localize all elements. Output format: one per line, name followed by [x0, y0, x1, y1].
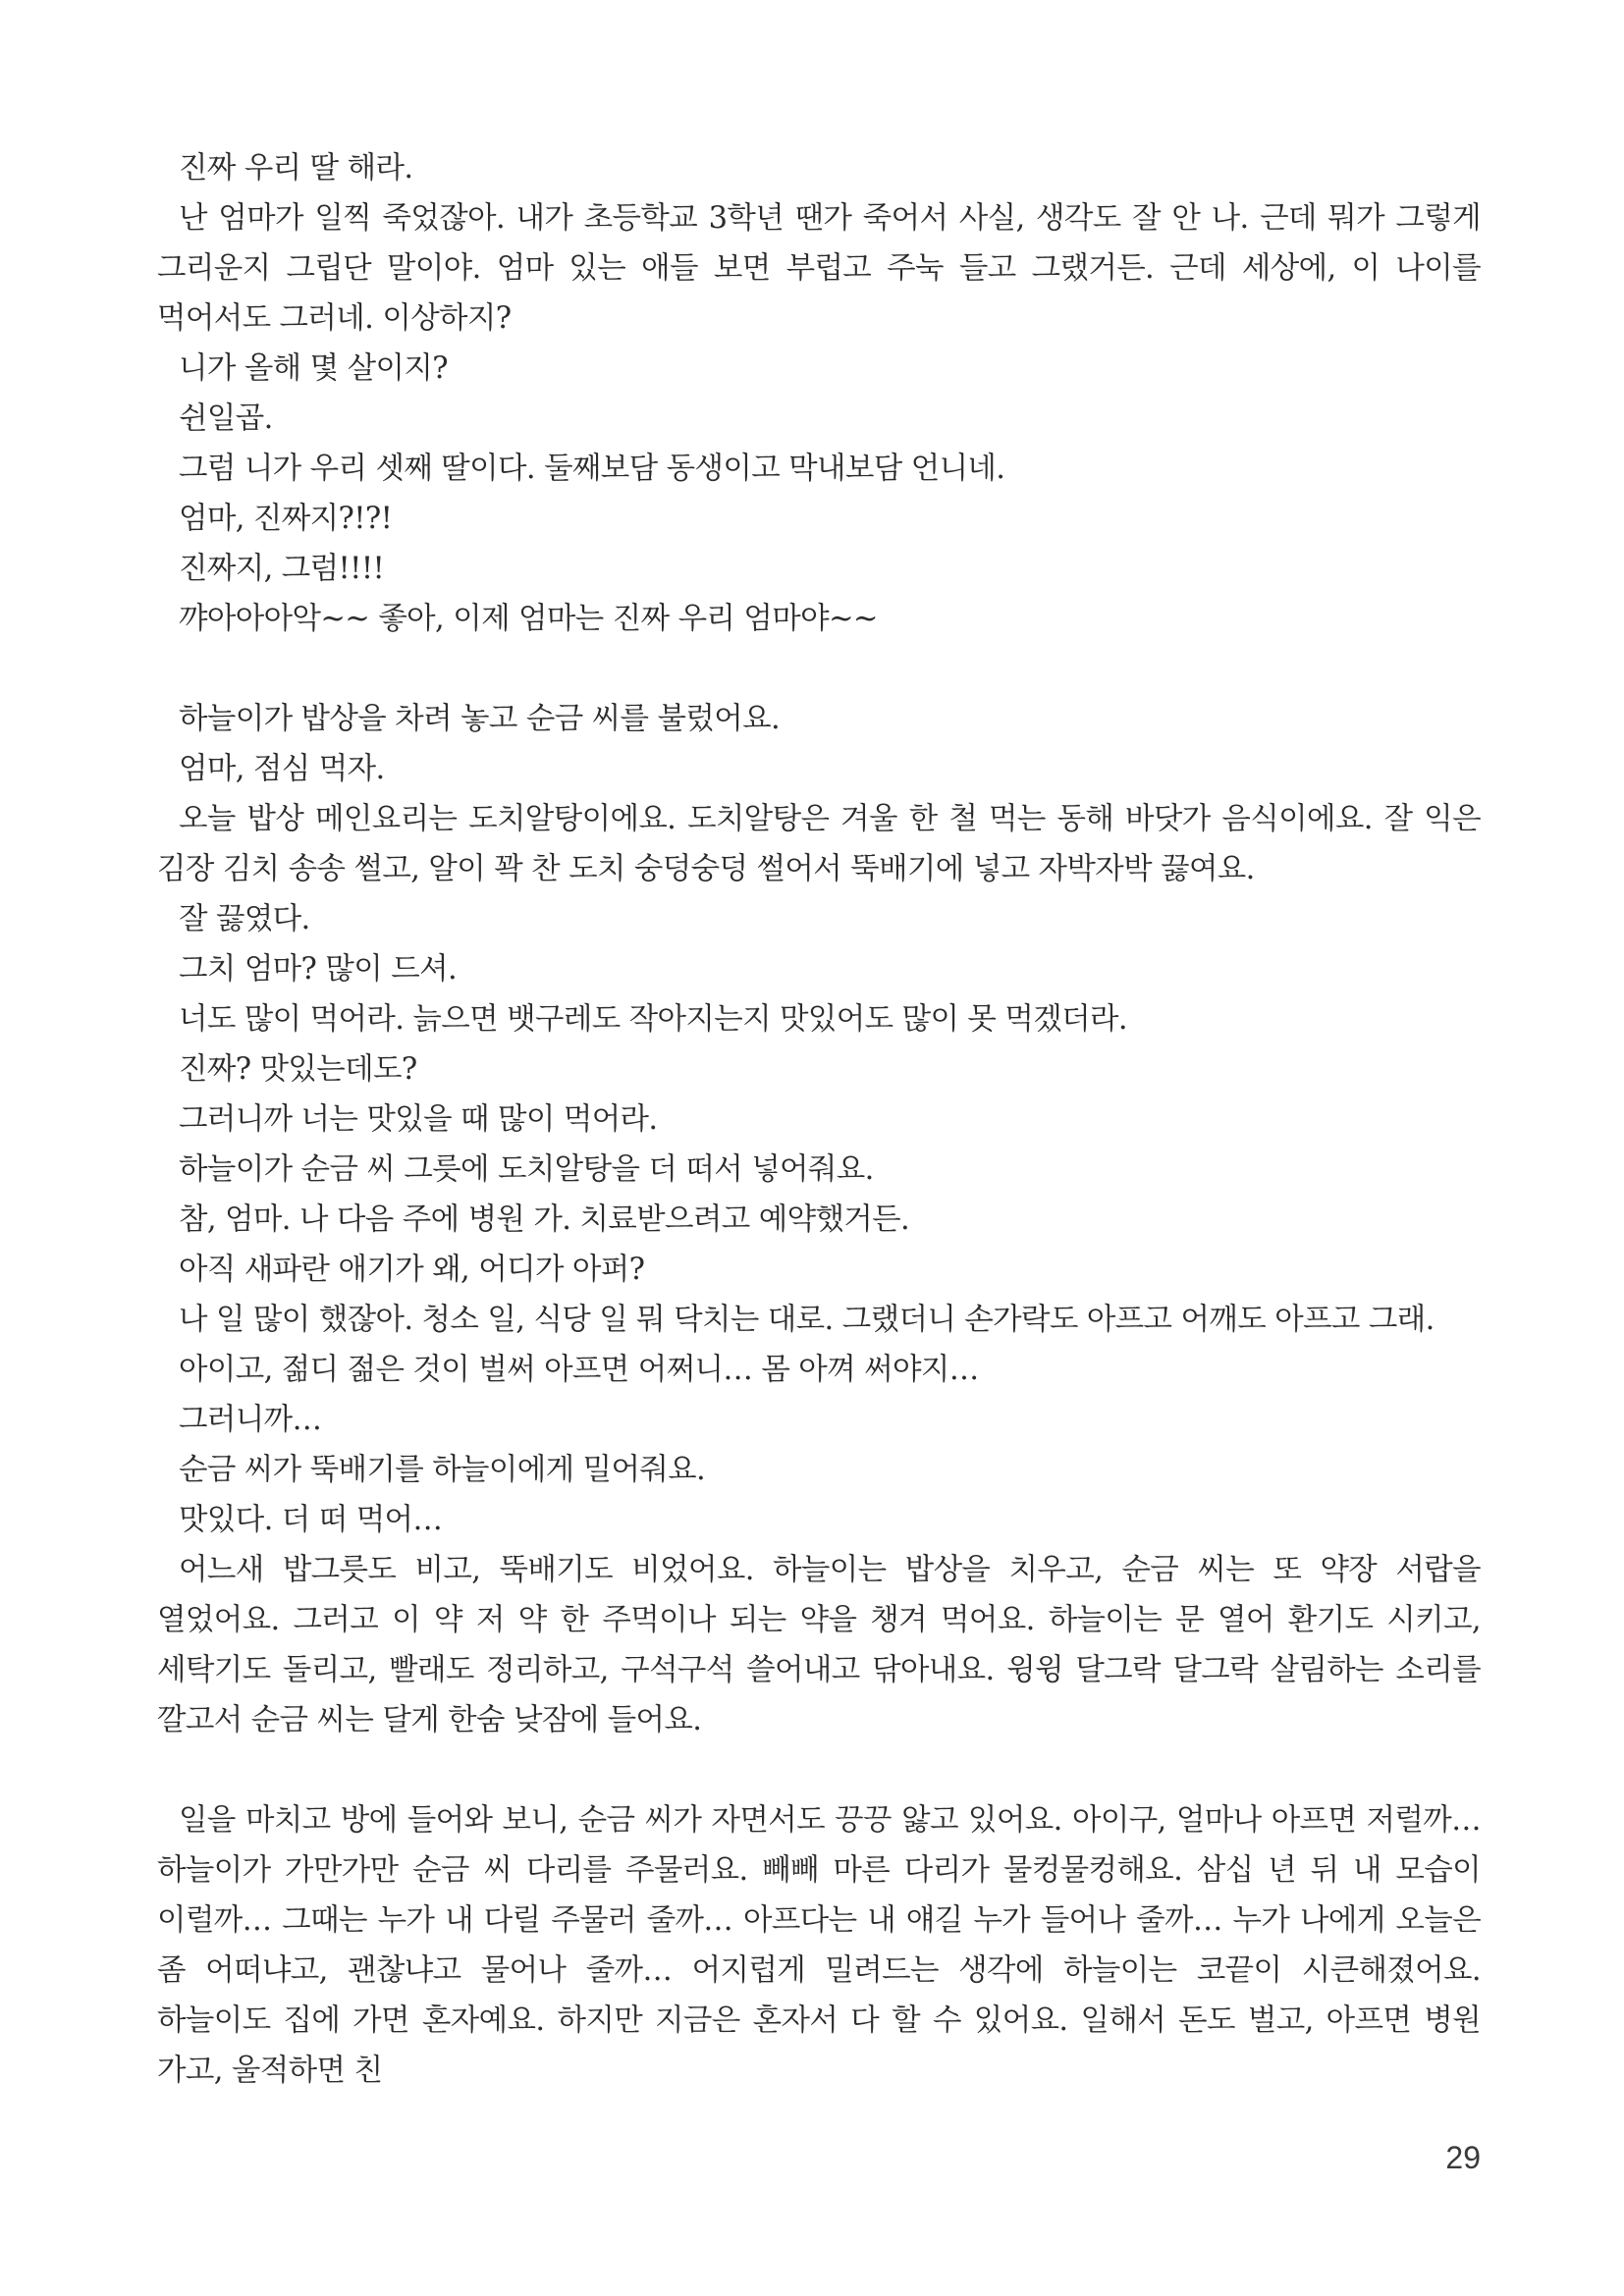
- paragraph: 나 일 많이 했잖아. 청소 일, 식당 일 뭐 닥치는 대로. 그랬더니 손가락도 아프고 어깨도 아프고 그래.: [179, 1303, 1435, 1337]
- page-number: 29: [1445, 2140, 1481, 2175]
- paragraph: 하늘이가 순금 씨 그릇에 도치알탕을 더 떠서 넣어줘요.: [179, 1152, 874, 1187]
- paragraph-break: [157, 644, 1481, 694]
- body-text: [157, 143, 1481, 2096]
- paragraph: 잘 끓였다.: [179, 902, 310, 936]
- paragraph: 난 엄마가 일찍 죽었잖아. 내가 초등학교 3학년 땐가 죽어서 사실, 생각도 잘 안 나. 근데 뭐가 그렇게 그리운지 그립단 말이야. 엄마 있는 애들 보면 부럽고 주눅 들고 그랬거든. 근데 세상에, 이 나이를 먹어서도 그러네. 이상하지?: [157, 201, 1481, 336]
- paragraph: 참, 엄마. 나 다음 주에 병원 가. 치료받으려고 예약했거든.: [179, 1202, 910, 1237]
- paragraph: 진짜 우리 딸 해라.: [179, 151, 413, 186]
- paragraph: 어느새 밥그릇도 비고, 뚝배기도 비었어요. 하늘이는 밥상을 치우고, 순금 씨는 또 약장 서랍을 열었어요. 그러고 이 약 저 약 한 주먹이나 되는 약을 챙겨 먹어요. 하늘이는 문 열어 환기도 시키고, 세탁기도 돌리고, 빨래도 정리하고, 구석구석 쓸어내고 닦아내요. 윙윙 달그락 달그락 살림하는 소리를 깔고서 순금 씨는 달게 한숨 낮잠에 들어요.: [157, 1553, 1481, 1737]
- paragraph: 그러니까…: [179, 1403, 322, 1437]
- paragraph: 진짜? 맛있는데도?: [179, 1052, 417, 1087]
- paragraph: 맛있다. 더 떠 먹어…: [179, 1503, 443, 1537]
- paragraph: 그러니까 너는 맛있을 때 많이 먹어라.: [179, 1102, 658, 1137]
- paragraph: 하늘이가 밥상을 차려 놓고 순금 씨를 불렀어요.: [179, 702, 781, 736]
- paragraph: 아직 새파란 애기가 왜, 어디가 아퍼?: [179, 1253, 645, 1287]
- paragraph: 진짜지, 그럼!!!!: [179, 552, 385, 586]
- paragraph: 엄마, 점심 먹자.: [179, 752, 385, 786]
- paragraph: 니가 올해 몇 살이지?: [179, 351, 448, 386]
- paragraph: 그치 엄마? 많이 드셔.: [179, 952, 458, 987]
- paragraph: 꺄아아아악~~ 좋아, 이제 엄마는 진짜 우리 엄마야~~: [179, 602, 878, 636]
- paragraph: 그럼 니가 우리 셋째 딸이다. 둘째보담 동생이고 막내보담 언니네.: [179, 452, 1005, 486]
- paragraph: 순금 씨가 뚝배기를 하늘이에게 밀어줘요.: [179, 1453, 706, 1487]
- paragraph-break: [157, 1745, 1481, 1795]
- paragraph: 쉰일곱.: [179, 401, 273, 436]
- paragraph: 엄마, 진짜지?!?!: [179, 502, 393, 536]
- paragraph: 오늘 밥상 메인요리는 도치알탕이에요. 도치알탕은 겨울 한 철 먹는 동해 바닷가 음식이에요. 잘 익은 김장 김치 송송 썰고, 알이 꽉 찬 도치 숭덩숭덩 썰어서 뚝배기에 넣고 자박자박 끓여요.: [157, 802, 1481, 886]
- paragraph: 아이고, 젊디 젊은 것이 벌써 아프면 어쩌니… 몸 아껴 써야지…: [179, 1353, 979, 1387]
- paragraph: 일을 마치고 방에 들어와 보니, 순금 씨가 자면서도 끙끙 앓고 있어요. 아이구, 얼마나 아프면 저럴까… 하늘이가 가만가만 순금 씨 다리를 주물러요. 빼빼 마른 다리가 물컹물컹해요. 삼십 년 뒤 내 모습이 이럴까… 그때는 누가 내 다릴 주물러 줄까… 아프다는 내 얘길 누가 들어나 줄까… 누가 나에게 오늘은 좀 어떠냐고, 괜찮냐고 물어나 줄까… 어지럽게 밀려드는 생각에 하늘이는 코끝이 시큰해졌어요. 하늘이도 집에 가면 혼자예요. 하지만 지금은 혼자서 다 할 수 있어요. 일해서 돈도 벌고, 아프면 병원 가고, 울적하면 친: [157, 1803, 1481, 2088]
- paragraph: 너도 많이 먹어라. 늙으면 뱃구레도 작아지는지 맛있어도 많이 못 먹겠더라.: [179, 1002, 1127, 1037]
